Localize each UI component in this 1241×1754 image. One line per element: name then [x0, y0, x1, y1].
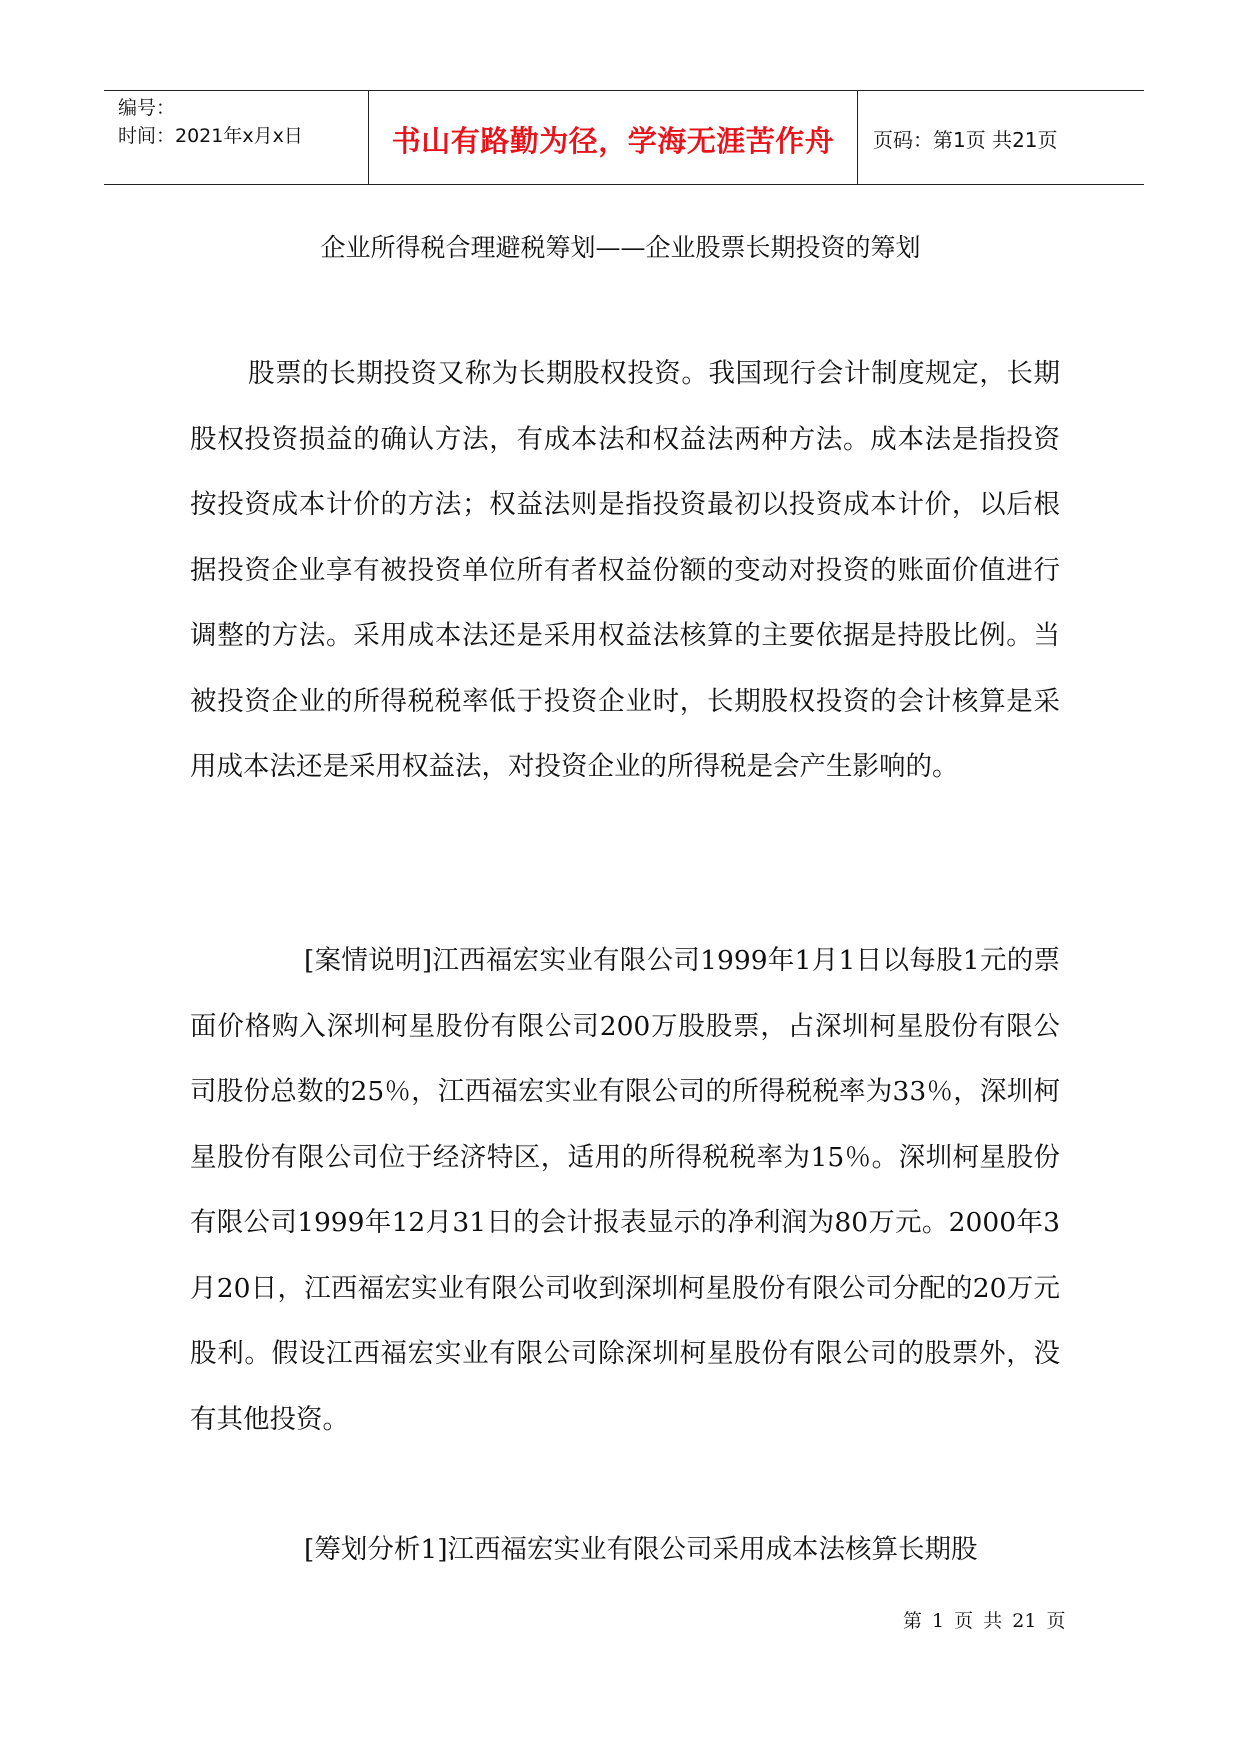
- header-divider: [857, 91, 858, 184]
- document-title: 企业所得税合理避税筹划——企业股票长期投资的筹划: [320, 233, 921, 262]
- header-meta: [118, 94, 358, 150]
- document-header: [104, 90, 1144, 185]
- body-paragraph: 股票的长期投资又称为长期股权投资。我国现行会计制度规定，长期股权投资损益的确认方法，有成本法和权益法两种方法。成本法是指投资按投资成本计价的方法；权益法则是指投资最初以投资成本计价，以后根据投资企业享有被投资单位所有者权益份额的变动对投资的账面价值进行调整的方法。采用成本法还是采用权益法核算的主要依据是持股比例。当被投资企业的所得税税率低于投资企业时，长期股权投资的会计核算是采用成本法还是采用权益法，对投资企业的所得税是会产生影响的。: [190, 358, 1060, 782]
- number-label: 编号：: [118, 97, 176, 119]
- header-motto: 书山有路勤为径，学海无涯苦作舟: [391, 124, 835, 158]
- header-page-number: 页码：第1页 共21页: [873, 128, 1058, 152]
- time-label: 时间：2021年x月x日: [118, 125, 303, 147]
- header-divider: [368, 91, 369, 184]
- footer-page-number: 第 1 页 共 21 页: [903, 1610, 1066, 1632]
- body-paragraph: [案情说明]江西福宏实业有限公司1999年1月1日以每股1元的票面价格购入深圳柯星股份有限公司200万股股票，占深圳柯星股份有限公司股份总数的25％，江西福宏实业有限公司的所得税税率为33％，深圳柯星股份有限公司位于经济特区，适用的所得税税率为15％。深圳柯星股份有限公司1999年12月31日的会计报表显示的净利润为80万元。2000年3月20日，江西福宏实业有限公司收到深圳柯星股份有限公司分配的20万元股利。假设江西福宏实业有限公司除深圳柯星股份有限公司的股票外，没有其他投资。: [190, 945, 1060, 1435]
- body-paragraph: [筹划分析1]江西福宏实业有限公司采用成本法核算长期股: [304, 1534, 978, 1565]
